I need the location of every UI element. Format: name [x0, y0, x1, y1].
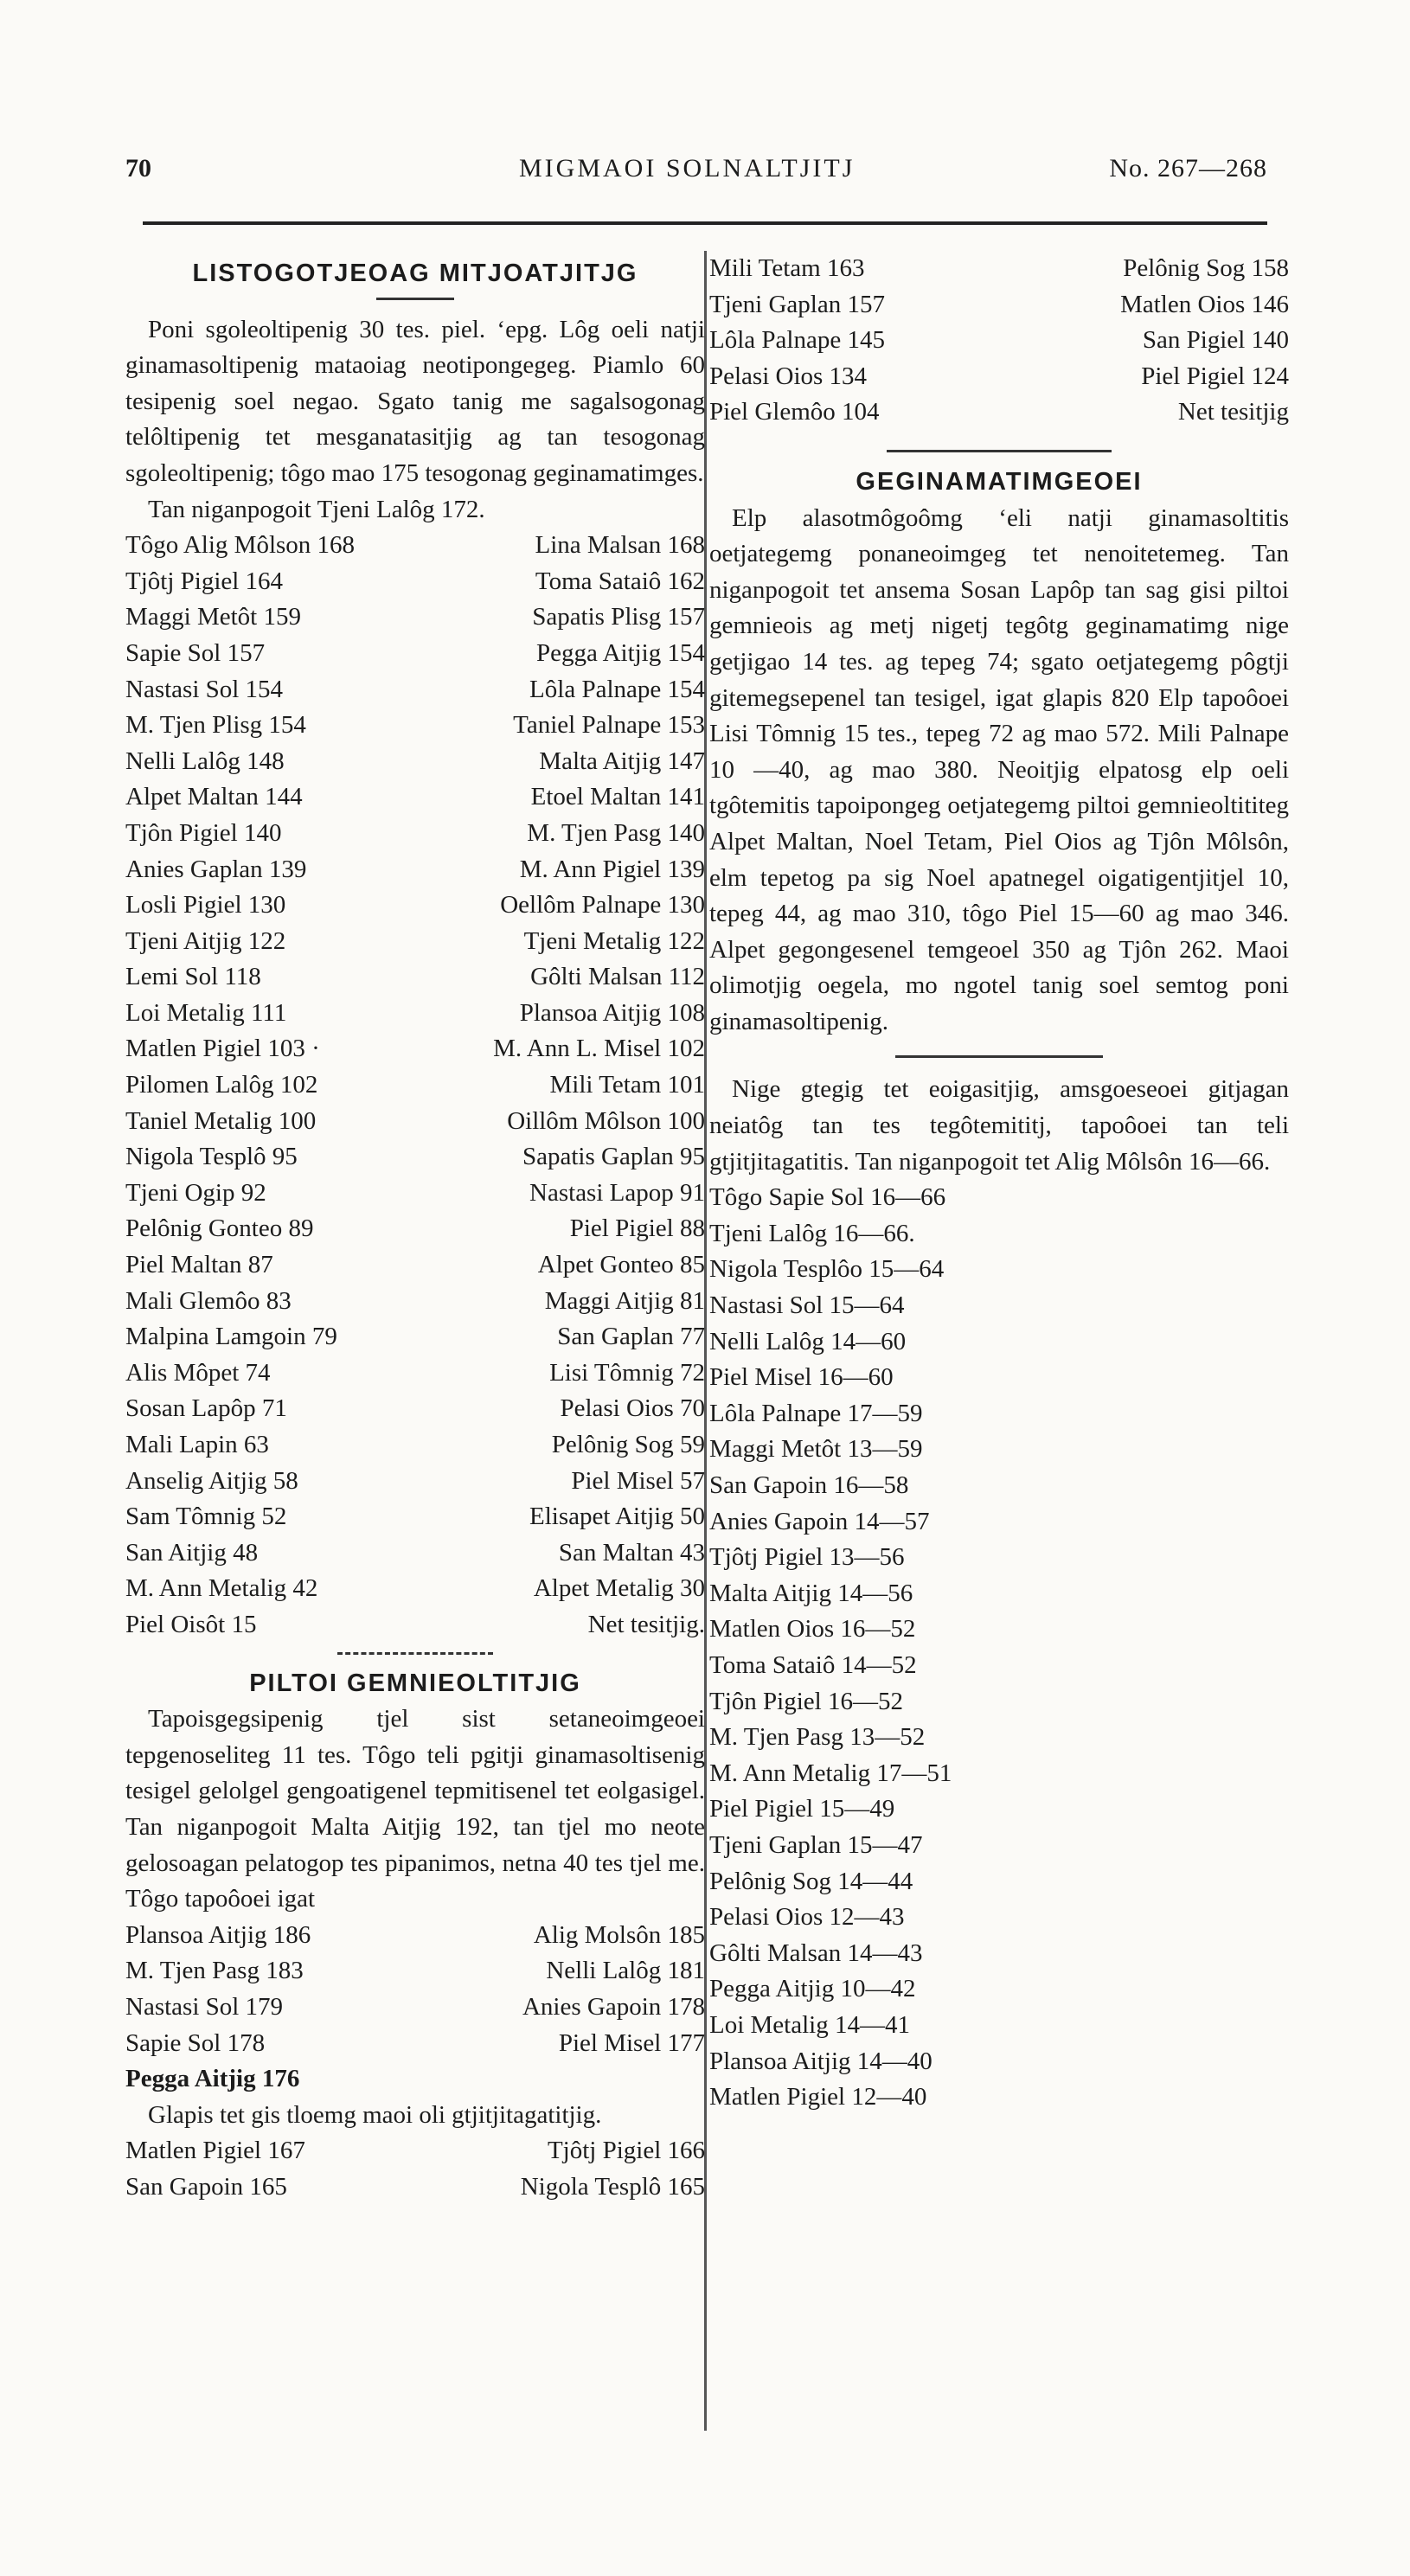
score-list-continued	[709, 251, 1289, 431]
entry-left: Lôla Palnape 145	[709, 326, 885, 355]
score-list-1	[125, 528, 705, 1643]
left-column	[125, 251, 705, 2205]
list-item: Tôgo Sapie Sol 16—66	[709, 1183, 946, 1212]
entry-left: Tjôn Pigiel 140	[125, 818, 282, 847]
entry-right: Pelônig Sog 59	[551, 1431, 705, 1458]
entry-left: Sam Tômnig 52	[125, 1503, 287, 1531]
entry-left: Tjôtj Pigiel 164	[125, 567, 284, 595]
entry-right: San Gaplan 77	[557, 1323, 705, 1351]
list-item	[125, 1464, 705, 1500]
list-item: Tjeni Lalôg 16—66.	[709, 1219, 915, 1247]
entry-right: Net tesitjig	[1177, 398, 1289, 426]
paragraph-geginamatimgeoei: Elp alasotmôgoômg ‘eli natji ginamasoltitis oetjategemg ponaneoimgeg tet nenoitetemeg. Tan niganpogoit tet ansema Sosan Lapôp tan sag gisi piltoi gemnieois ag metj nigetj tegôtg geginamatimg nige getjigao 14 tes. ag tepeg 74; sgato oetjategemg pôgtji gitemegsepenel tan tesigel, igat glapis 820 Elp tapoôoei Lisi Tômnig 15 tes., tepeg 72 ag mao 572. Mili Palnape 10 —40, ag mao 380. Neoitjig elpatosg elp oeli tgôtemitis tapoipongeg oetjategemg piltoi gemnieoltititeg Alpet Maltan, Noel Tetam, Piel Oios ag Tjôn Môlsôn, elm tepetog pa sig Noel apatnegel oigatigentjitjel 10, tepeg 44, ag mao 310, tôgo Piel 15—60 ag mao 346. Alpet gegongesenel temgeoel 350 ag Tjôn 262. Maoi olimotjig oegela, mo ngotel tanig soel semtog poni ginamasoltipenig.	[709, 503, 1289, 1035]
entry-right: Nastasi Lapop 91	[529, 1178, 705, 1207]
entry-right: Alpet Gonteo 85	[537, 1251, 705, 1279]
entry-right: Matlen Oios 146	[1120, 290, 1289, 318]
entry-left: Sapie Sol 178	[125, 2028, 266, 2057]
entry-left: San Aitjig 48	[125, 1538, 259, 1567]
entry-right: Pelasi Oios 70	[560, 1394, 705, 1423]
list-item: Loi Metalig 14—41	[709, 2010, 910, 2039]
list-item: Nigola Tesplôo 15—64	[709, 1255, 945, 1284]
entry-left: Tjeni Ogip 92	[125, 1178, 266, 1207]
entry-left: Pilomen Lalôg 102	[125, 1071, 318, 1099]
list-item	[125, 1247, 705, 1284]
section-divider	[895, 1055, 1103, 1058]
entry-right: Piel Misel 57	[571, 1466, 705, 1495]
entry-left: Mali Lapin 63	[125, 1431, 269, 1458]
entry-left: San Gapoin 165	[125, 2172, 287, 2201]
entry-right: Alpet Metalig 30	[533, 1574, 705, 1603]
list-item	[125, 636, 705, 672]
list-item: Nastasi Sol 15—64	[709, 1291, 905, 1320]
entry-left: Tôgo Alig Môlson 168	[125, 531, 356, 560]
entry-left: Piel Oisôt 15	[125, 1610, 257, 1638]
entry-right: M. Tjen Pasg 140	[527, 818, 705, 847]
entry-right: Toma Sataiô 162	[535, 567, 705, 595]
list-item	[125, 1211, 705, 1247]
list-item	[125, 1176, 705, 1212]
list-item: Pegga Aitjig 10—42	[709, 1975, 916, 2003]
list-item: Tjôtj Pigiel 13—56	[709, 1543, 905, 1572]
entry-right: Piel Pigiel 88	[569, 1214, 705, 1243]
list-item	[125, 1067, 705, 1104]
entry-right: Elisapet Aitjig 50	[529, 1503, 705, 1531]
list-item	[125, 888, 705, 924]
score-single: Pegga Aitjig 176	[125, 2065, 300, 2093]
entry-right: Net tesitjig.	[587, 1610, 705, 1638]
list-item: Malta Aitjig 14—56	[709, 1579, 913, 1607]
entry-left: Mili Tetam 163	[709, 254, 865, 282]
list-item: Pelasi Oios 12—43	[709, 1903, 905, 1932]
entry-right: Plansoa Aitjig 108	[519, 998, 705, 1027]
list-item	[125, 1355, 705, 1392]
entry-right: Sapatis Gaplan 95	[522, 1143, 705, 1171]
list-item	[125, 744, 705, 780]
entry-left: Sapie Sol 157	[125, 638, 266, 667]
section-heading-geginamatimgeoei: GEGINAMATIMGEOEI	[856, 467, 1143, 496]
list-item: Pelônig Sog 14—44	[709, 1867, 913, 1895]
entry-left: Matlen Pigiel 103 ·	[125, 1035, 320, 1063]
paragraph-piltoi: Tapoisgegsipenig tjel sist setaneoimgeoei tepgenoseliteg 11 tes. Tôgo teli pgitji ginamasoltisenig tesigel gelolgel gengoatigenel tepmitisenel tet eolgasigel. Tan niganpogoit Malta Aitjig 192, tan tjel mo neote gelosoagan pelatogop tes pipanimos, netna 40 tes tjel me. Tôgo tapoôoei igat	[125, 1705, 705, 1913]
list-item: Plansoa Aitjig 14—40	[709, 2047, 933, 2075]
section-heading-piltoi: PILTOI GEMNIEOLTITJIG	[249, 1669, 581, 1697]
entry-left: Maggi Metôt 159	[125, 603, 301, 631]
entry-right: Malta Aitjig 147	[539, 747, 705, 775]
entry-left: M. Tjen Plisg 154	[125, 711, 306, 740]
list-item	[125, 2169, 705, 2206]
entry-left: Pelasi Oios 134	[709, 362, 868, 390]
list-item: Tjeni Gaplan 15—47	[709, 1830, 923, 1859]
entry-left: Pelônig Gonteo 89	[125, 1214, 314, 1243]
list-item: Nelli Lalôg 14—60	[709, 1327, 907, 1355]
list-item: San Gapoin 16—58	[709, 1471, 909, 1499]
entry-right: Lina Malsan 168	[535, 531, 705, 560]
list-item: Matlen Pigiel 12—40	[709, 2083, 927, 2111]
paragraph-glapis: Glapis tet gis tloemg maoi oli gtjitjitagatitjig.	[148, 2100, 602, 2129]
list-item	[709, 323, 1289, 359]
entry-left: Mali Glemôo 83	[125, 1286, 292, 1315]
entry-left: Tjeni Gaplan 157	[709, 290, 885, 318]
entry-right: Mili Tetam 101	[549, 1071, 705, 1099]
entry-right: Sapatis Plisg 157	[532, 603, 705, 631]
list-item	[125, 1607, 705, 1644]
entry-right: Oellôm Palnape 130	[500, 891, 705, 920]
journal-title: MIGMAOI SOLNALTJITJ	[519, 154, 856, 183]
list-item	[125, 1104, 705, 1140]
section-divider	[887, 450, 1112, 452]
paragraph-eoigasitjig: Nige gtegig tet eoigasitjig, amsgoeseoei gitjagan neiatôg tan tes tegôtemititj, tapoôoei tan teli gtjitjitagatitis. Tan niganpogoit tet Alig Môlsôn 16—66.	[709, 1075, 1289, 1176]
list-item	[125, 1953, 705, 1990]
list-item: Lôla Palnape 17—59	[709, 1399, 923, 1427]
list-item	[125, 2133, 705, 2169]
entry-right: Taniel Palnape 153	[513, 711, 705, 740]
list-item	[125, 1391, 705, 1427]
list-item: Gôlti Malsan 14—43	[709, 1938, 923, 1967]
list-item	[709, 359, 1289, 395]
entry-right: Tjeni Metalig 122	[523, 926, 705, 955]
results-list	[709, 1180, 1289, 2115]
list-item: M. Tjen Pasg 13—52	[709, 1723, 926, 1752]
list-item	[709, 394, 1289, 431]
paragraph-intro: Poni sgoleoltipenig 30 tes. piel. ‘epg. Lôg oeli natji ginamasoltipenig mataoiag neotipongegeg. Piamlo 60 tesipenig soel negao. Sgato tanig me sagalsogonag telôltipenig tet mesganatasitjig ag tan tesogonag sgoleoltipenig; tôgo mao 175 tesogonag geginamatimges.	[125, 315, 705, 487]
entry-right: Oillôm Môlson 100	[507, 1106, 705, 1135]
list-item	[125, 1535, 705, 1572]
entry-left: Matlen Pigiel 167	[125, 2137, 305, 2165]
entry-right: San Pigiel 140	[1142, 326, 1289, 355]
list-item: Tjôn Pigiel 16—52	[709, 1687, 903, 1715]
entry-left: Anselig Aitjig 58	[125, 1466, 298, 1495]
list-item	[125, 779, 705, 816]
list-item	[125, 564, 705, 600]
score-list-3	[125, 2133, 705, 2205]
entry-left: M. Tjen Pasg 183	[125, 1957, 304, 1985]
entry-right: Pelônig Sog 158	[1123, 254, 1289, 282]
list-item: Piel Misel 16—60	[709, 1363, 894, 1392]
list-item	[125, 816, 705, 852]
entry-right: Maggi Aitjig 81	[544, 1286, 705, 1315]
list-item: Maggi Metôt 13—59	[709, 1435, 923, 1464]
entry-left: Alpet Maltan 144	[125, 783, 303, 811]
entry-left: Tjeni Aitjig 122	[125, 926, 286, 955]
entry-right: M. Ann L. Misel 102	[493, 1035, 705, 1063]
list-item	[125, 959, 705, 996]
list-item	[125, 1918, 705, 1954]
list-item	[125, 1499, 705, 1535]
entry-left: Nastasi Sol 179	[125, 1992, 284, 2021]
list-item	[709, 251, 1289, 287]
page-number: 70	[125, 154, 151, 183]
entry-right: Anies Gapoin 178	[522, 1992, 705, 2021]
list-item	[125, 1319, 705, 1355]
list-item	[125, 924, 705, 960]
list-item: Matlen Oios 16—52	[709, 1615, 916, 1644]
entry-left: Nastasi Sol 154	[125, 675, 284, 703]
entry-right: Alig Molsôn 185	[533, 1920, 705, 1949]
entry-left: Anies Gaplan 139	[125, 855, 307, 883]
page-header	[125, 145, 1267, 197]
issue-number: No. 267—268	[1109, 154, 1267, 183]
entry-right: Lôla Palnape 154	[529, 675, 705, 703]
entry-right: Nelli Lalôg 181	[546, 1957, 705, 1985]
heading-underline	[376, 298, 454, 300]
list-item	[125, 528, 705, 564]
list-item	[125, 1571, 705, 1607]
list-item	[125, 672, 705, 708]
list-item	[125, 599, 705, 636]
list-item	[125, 1139, 705, 1176]
list-item	[709, 287, 1289, 324]
entry-left: Losli Pigiel 130	[125, 891, 286, 920]
entry-right: San Maltan 43	[558, 1538, 705, 1567]
entry-left: Nelli Lalôg 148	[125, 747, 285, 775]
right-column	[709, 251, 1289, 2116]
entry-left: Nigola Tesplô 95	[125, 1143, 298, 1171]
header-rule	[143, 221, 1267, 225]
entry-left: Malpina Lamgoin 79	[125, 1323, 337, 1351]
entry-left: Loi Metalig 111	[125, 998, 287, 1027]
list-item: Toma Sataiô 14—52	[709, 1650, 917, 1679]
list-item	[125, 2026, 705, 2062]
entry-left: Alis Môpet 74	[125, 1358, 271, 1387]
list-item: Anies Gapoin 14—57	[709, 1507, 930, 1535]
list-item	[125, 1990, 705, 2026]
entry-right: Tjôtj Pigiel 166	[547, 2137, 705, 2165]
entry-left: Taniel Metalig 100	[125, 1106, 317, 1135]
list-item	[125, 852, 705, 888]
entry-left: Sosan Lapôp 71	[125, 1394, 287, 1423]
score-list-2	[125, 1918, 705, 2061]
list-item	[125, 1284, 705, 1320]
list-item: M. Ann Metalig 17—51	[709, 1759, 952, 1787]
paragraph-leader: Tan niganpogoit Tjeni Lalôg 172.	[148, 495, 485, 523]
entry-right: Piel Misel 177	[558, 2028, 705, 2057]
list-item	[125, 1427, 705, 1464]
list-item: Piel Pigiel 15—49	[709, 1795, 895, 1823]
entry-right: Lisi Tômnig 72	[549, 1358, 705, 1387]
section-divider	[337, 1652, 493, 1657]
section-heading-listogotjeoag: LISTOGOTJEOAG MITJOATJITJG	[192, 260, 638, 287]
list-item	[125, 1031, 705, 1067]
list-item	[125, 996, 705, 1032]
entry-left: Piel Maltan 87	[125, 1251, 273, 1279]
entry-right: Nigola Tesplô 165	[520, 2172, 705, 2201]
entry-right: Piel Pigiel 124	[1141, 362, 1289, 390]
entry-right: Etoel Maltan 141	[530, 783, 705, 811]
entry-left: Plansoa Aitjig 186	[125, 1920, 311, 1949]
entry-left: Piel Glemôo 104	[709, 398, 880, 426]
entry-left: M. Ann Metalig 42	[125, 1574, 318, 1603]
entry-right: Gôlti Malsan 112	[530, 963, 705, 991]
entry-right: Pegga Aitjig 154	[536, 638, 705, 667]
entry-right: M. Ann Pigiel 139	[519, 855, 705, 883]
list-item	[125, 708, 705, 744]
entry-left: Lemi Sol 118	[125, 963, 261, 991]
